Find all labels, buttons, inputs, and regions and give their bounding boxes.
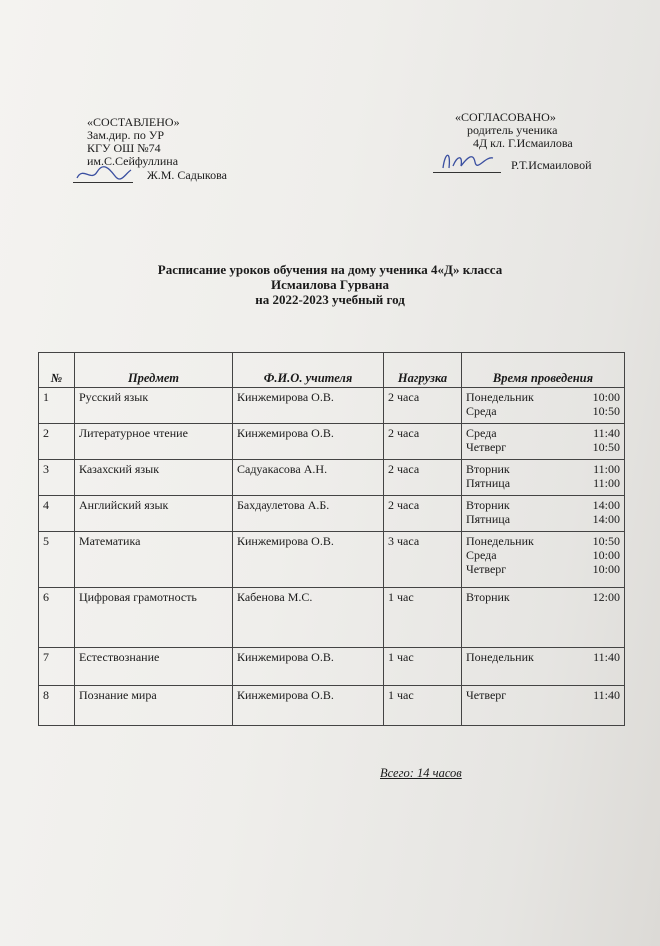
row-teacher: Бахдаулетова А.Б. — [233, 496, 384, 532]
header-teacher: Ф.И.О. учителя — [233, 353, 384, 388]
table-header-row — [39, 353, 625, 388]
time-slot-day: Вторник — [466, 590, 510, 604]
row-times — [462, 588, 625, 648]
time-slot-time: 12:00 — [592, 590, 620, 604]
header-time: Время проведения — [462, 353, 625, 388]
time-slot — [466, 650, 620, 664]
time-slot-time: 10:50 — [592, 440, 620, 454]
parent-signature — [439, 148, 495, 174]
time-slot-time: 10:00 — [592, 390, 620, 404]
approved-label: «СОСТАВЛЕНО» — [87, 115, 180, 129]
time-slot — [466, 498, 620, 512]
row-teacher: Кинжемирова О.В. — [233, 424, 384, 460]
approver-name: Ж.М. Садыкова — [147, 168, 227, 182]
time-slot-time: 14:00 — [592, 512, 620, 526]
agreed-class-parent: 4Д кл. Г.Исмаилова — [473, 136, 573, 150]
time-slot-day: Среда — [466, 404, 497, 418]
time-slot-day: Понедельник — [466, 534, 534, 548]
time-slot-time: 11:40 — [593, 650, 620, 664]
schedule-table — [38, 352, 625, 726]
row-load: 3 часа — [384, 532, 462, 588]
row-number: 7 — [39, 648, 75, 686]
document-title — [90, 262, 570, 307]
approver-position: Зам.дир. по УР — [87, 128, 165, 142]
time-slot-time: 11:00 — [593, 462, 620, 476]
row-load: 1 час — [384, 648, 462, 686]
time-slot-day: Понедельник — [466, 650, 534, 664]
parent-name: Р.Т.Исмаиловой — [511, 158, 592, 172]
time-slot-day: Среда — [466, 548, 497, 562]
row-times — [462, 460, 625, 496]
row-teacher: Кабенова М.С. — [233, 588, 384, 648]
row-subject: Цифровая грамотность — [75, 588, 233, 648]
time-slot — [466, 512, 620, 526]
time-slot-day: Четверг — [466, 688, 507, 702]
row-times — [462, 648, 625, 686]
row-subject: Русский язык — [75, 388, 233, 424]
row-teacher: Кинжемирова О.В. — [233, 532, 384, 588]
time-slot-day: Четверг — [466, 440, 507, 454]
row-times — [462, 496, 625, 532]
row-load: 2 часа — [384, 460, 462, 496]
table-row — [39, 588, 625, 648]
row-teacher: Кинжемирова О.В. — [233, 388, 384, 424]
row-teacher: Садуакасова А.Н. — [233, 460, 384, 496]
time-slot — [466, 590, 620, 604]
row-number: 1 — [39, 388, 75, 424]
time-slot-day: Пятница — [466, 476, 511, 490]
approver-signature — [73, 164, 133, 184]
time-slot — [466, 534, 620, 548]
row-times — [462, 424, 625, 460]
row-load: 1 час — [384, 686, 462, 726]
row-teacher: Кинжемирова О.В. — [233, 648, 384, 686]
approved-block — [87, 116, 277, 186]
time-slot-time: 10:00 — [592, 562, 620, 576]
time-slot — [466, 390, 620, 404]
time-slot-time: 10:50 — [592, 534, 620, 548]
row-subject: Естествознание — [75, 648, 233, 686]
time-slot-time: 11:40 — [593, 426, 620, 440]
row-teacher: Кинжемирова О.В. — [233, 686, 384, 726]
approver-school: КГУ ОШ №74 — [87, 141, 161, 155]
time-slot — [466, 440, 620, 454]
time-slot — [466, 688, 620, 702]
approver-school-name: им.С.Сейфуллина — [87, 154, 179, 168]
row-number: 3 — [39, 460, 75, 496]
time-slot — [466, 404, 620, 418]
row-subject: Казахский язык — [75, 460, 233, 496]
row-number: 2 — [39, 424, 75, 460]
approver-signature-row — [87, 168, 277, 186]
row-number: 5 — [39, 532, 75, 588]
table-row — [39, 532, 625, 588]
time-slot-time: 10:50 — [592, 404, 620, 418]
time-slot — [466, 426, 620, 440]
time-slot — [466, 548, 620, 562]
time-slot-time: 11:40 — [593, 688, 620, 702]
row-times — [462, 532, 625, 588]
row-number: 8 — [39, 686, 75, 726]
row-times — [462, 388, 625, 424]
table-row — [39, 686, 625, 726]
time-slot-time: 14:00 — [592, 498, 620, 512]
table-row — [39, 388, 625, 424]
row-number: 6 — [39, 588, 75, 648]
table-row — [39, 460, 625, 496]
row-subject: Познание мира — [75, 686, 233, 726]
table-row — [39, 424, 625, 460]
row-subject: Английский язык — [75, 496, 233, 532]
table-row — [39, 648, 625, 686]
time-slot — [466, 562, 620, 576]
total-hours: Всего: 14 часов — [380, 766, 462, 780]
time-slot-day: Вторник — [466, 498, 510, 512]
time-slot-day: Вторник — [466, 462, 510, 476]
row-load: 2 часа — [384, 496, 462, 532]
table-body — [39, 388, 625, 726]
agreed-role: родитель ученика — [467, 123, 558, 137]
row-load: 2 часа — [384, 388, 462, 424]
row-subject: Литературное чтение — [75, 424, 233, 460]
time-slot — [466, 476, 620, 490]
agreed-signature-row — [445, 158, 655, 176]
row-times — [462, 686, 625, 726]
header-num: № — [39, 353, 75, 388]
title-line-1: Расписание уроков обучения на дому ученика 4«Д» класса — [157, 262, 503, 277]
row-number: 4 — [39, 496, 75, 532]
row-load: 2 часа — [384, 424, 462, 460]
title-line-2: Исмаилова Гурвана — [271, 277, 389, 292]
time-slot-time: 10:00 — [592, 548, 620, 562]
row-subject: Математика — [75, 532, 233, 588]
title-line-3: на 2022-2023 учебный год — [255, 292, 405, 307]
time-slot — [466, 462, 620, 476]
header-subject: Предмет — [75, 353, 233, 388]
agreed-label: «СОГЛАСОВАНО» — [455, 110, 556, 124]
time-slot-day: Среда — [466, 426, 497, 440]
time-slot-day: Понедельник — [466, 390, 534, 404]
table-row — [39, 496, 625, 532]
time-slot-time: 11:00 — [593, 476, 620, 490]
time-slot-day: Четверг — [466, 562, 507, 576]
agreed-block — [445, 111, 655, 176]
row-load: 1 час — [384, 588, 462, 648]
time-slot-day: Пятница — [466, 512, 511, 526]
header-load: Нагрузка — [384, 353, 462, 388]
